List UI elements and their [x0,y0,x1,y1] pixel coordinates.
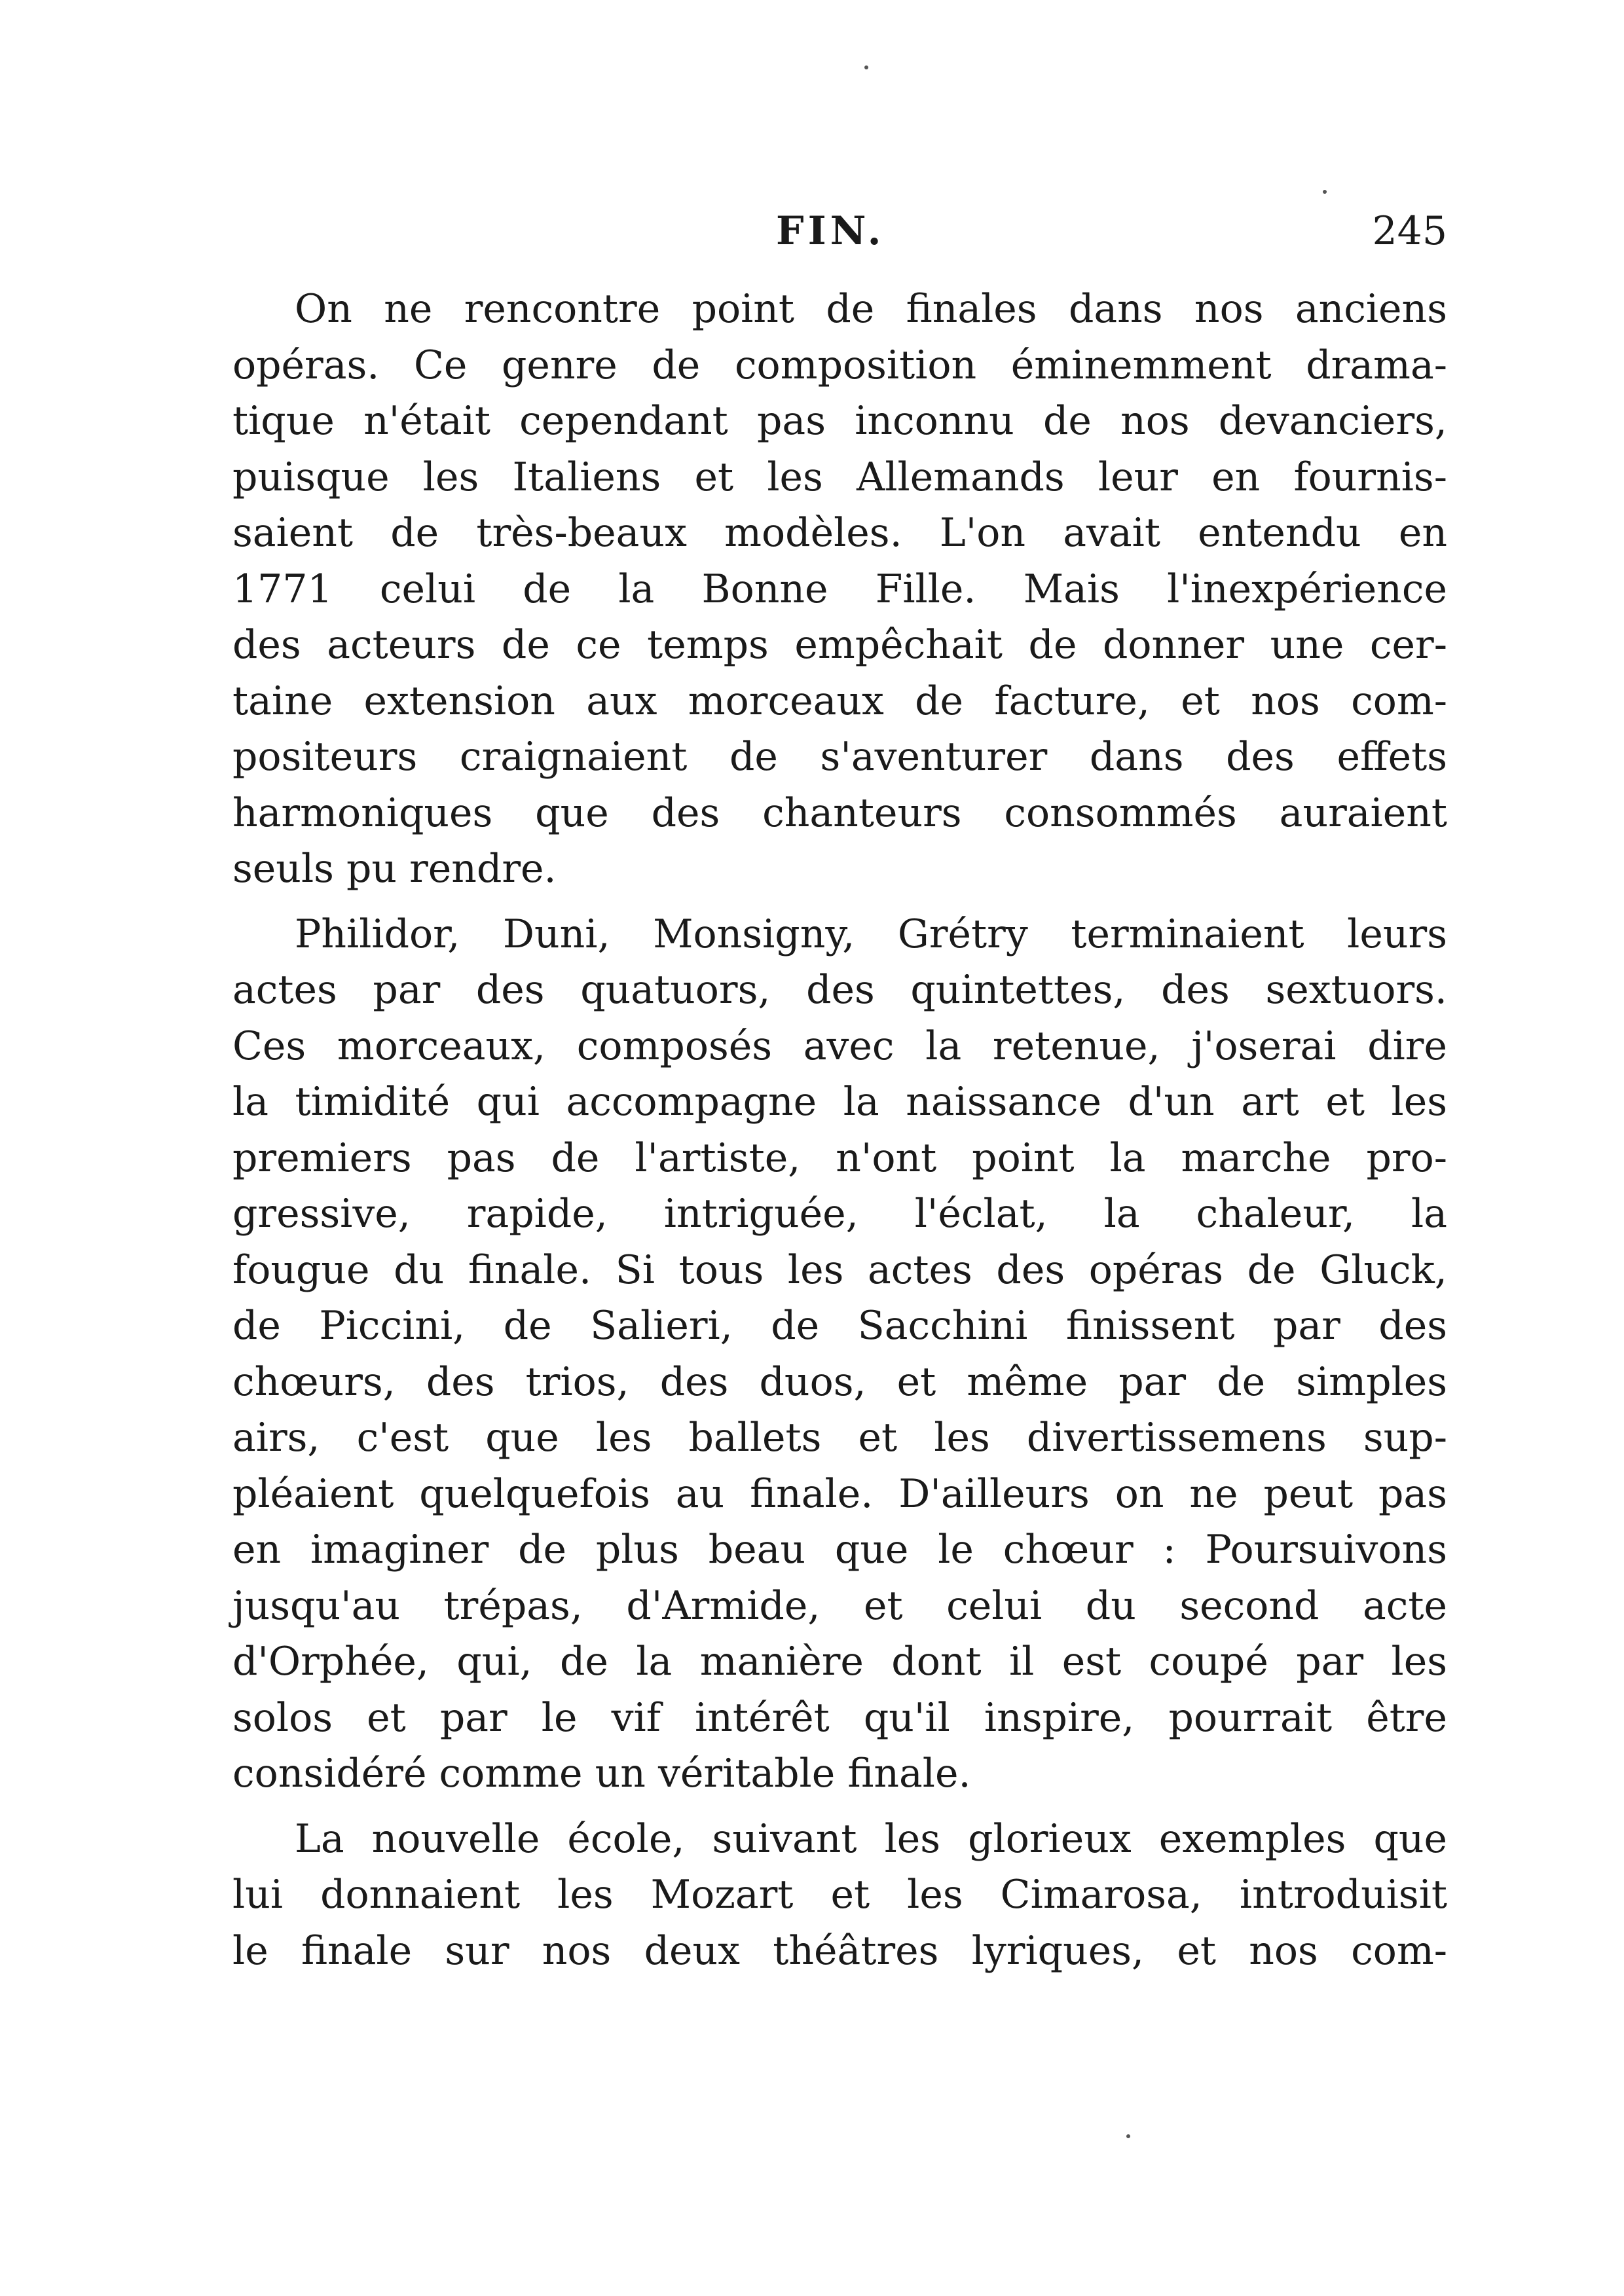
text-line: opéras. Ce genre de composition éminemment drama- [232,342,1447,388]
text-line: airs, c'est que les ballets et les divertissemens sup- [232,1415,1447,1461]
text-line: 1771 celui de la Bonne Fille. Mais l'inexpérience [232,566,1447,612]
text-line: des acteurs de ce temps empêchait de donner une cer- [232,622,1447,668]
text-line: solos et par le vif intérêt qu'il inspire, pourrait être [232,1694,1447,1741]
text-line: harmoniques que des chanteurs consommés auraient [232,790,1447,836]
text-line: seuls pu rendre. [232,846,557,892]
text-line: actes par des quatuors, des quintettes, des sextuors. [232,967,1447,1013]
text-line: puisque les Italiens et les Allemands leur en fournis- [232,454,1447,500]
paragraph-1 [232,282,1447,898]
text-line: chœurs, des trios, des duos, et même par de simples [232,1358,1447,1405]
body-text [232,282,1447,1988]
text-line: gressive, rapide, intriguée, l'éclat, la chaleur, la [232,1191,1447,1237]
paper-speck [1126,2134,1130,2138]
text-line: saient de très-beaux modèles. L'on avait entendu en [232,510,1447,556]
text-line: jusqu'au trépas, d'Armide, et celui du second acte [232,1582,1447,1629]
text-line: tique n'était cependant pas inconnu de nos devanciers, [232,398,1447,444]
text-line: La nouvelle école, suivant les glorieux exemples que [295,1815,1447,1862]
text-line: la timidité qui accompagne la naissance d'un art et les [232,1079,1447,1125]
text-line: pléaient quelquefois au finale. D'ailleurs on ne peut pas [232,1470,1447,1517]
paper-speck [1323,190,1327,194]
running-title: FIN. [776,208,885,254]
text-line: fougue du finale. Si tous les actes des opéras de Gluck, [232,1247,1447,1293]
page-number: 245 [1372,208,1447,254]
text-line: Ces morceaux, composés avec la retenue, j'oserai dire [232,1023,1447,1069]
text-line: lui donnaient les Mozart et les Cimarosa, introduisit [232,1872,1447,1918]
text-line: le finale sur nos deux théâtres lyriques, et nos com- [232,1927,1447,1974]
paper-speck [864,65,868,69]
text-line: d'Orphée, qui, de la manière dont il est coupé par les [232,1639,1447,1685]
text-line: Philidor, Duni, Monsigny, Grétry terminaient leurs [295,911,1447,957]
page-header [232,208,1447,267]
text-line: On ne rencontre point de finales dans nos anciens [295,286,1447,332]
text-line: taine extension aux morceaux de facture, et nos com- [232,678,1447,724]
text-line: positeurs craignaient de s'aventurer dans des effets [232,734,1447,780]
text-line: premiers pas de l'artiste, n'ont point la marche pro- [232,1135,1447,1181]
text-line: de Piccini, de Salieri, de Sacchini finissent par des [232,1303,1447,1349]
text-line: en imaginer de plus beau que le chœur : Poursuivons [232,1527,1447,1573]
paragraph-2 [232,907,1447,1802]
paragraph-3 [232,1812,1447,1980]
text-line: considéré comme un véritable finale. [232,1751,971,1796]
